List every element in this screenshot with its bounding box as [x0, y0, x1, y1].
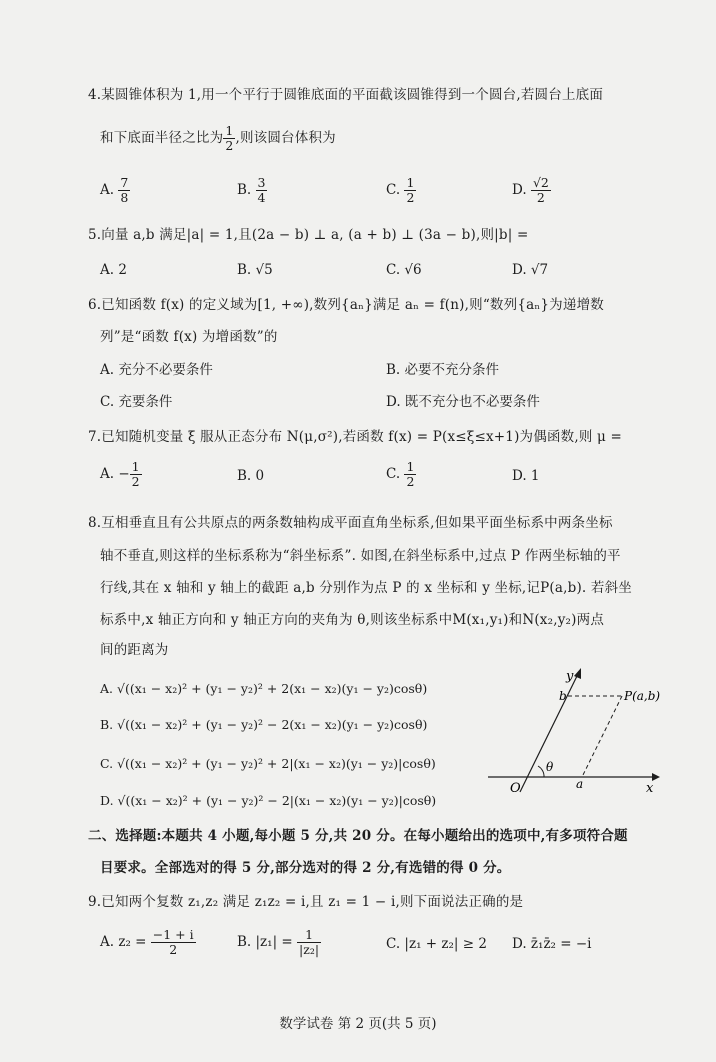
q9-option-d: D. z̄₁z̄₂ = −i: [512, 936, 592, 952]
q6-line2: 列”是“函数 f(x) 为增函数”的: [100, 329, 278, 345]
option-label: B. |z₁| =: [237, 934, 293, 950]
option-den: 2: [536, 190, 545, 205]
origin-label: O: [510, 781, 521, 796]
option-label: A. z₂ =: [100, 934, 147, 950]
q4-line2-pre: 和下底面半径之比为: [100, 130, 224, 146]
option-num: 1: [406, 175, 415, 190]
q7-option-c: [386, 460, 416, 489]
q9-option-c: C. |z₁ + z₂| ≥ 2: [386, 936, 487, 952]
option-label: C.: [386, 466, 401, 482]
option-den: 2: [406, 190, 415, 205]
option-den: 4: [257, 190, 266, 205]
q7-option-b: B. 0: [237, 468, 265, 484]
a-label: a: [576, 777, 584, 791]
option-num: 3: [257, 175, 266, 190]
q8-option-b: B. √((x₁ − x₂)² + (y₁ − y₂)² − 2(x₁ − x₂)(y₁ − y₂)cosθ): [100, 717, 428, 732]
q6-option-b: B. 必要不充分条件: [386, 362, 500, 378]
option-num: √2: [532, 175, 549, 190]
q5-option-c: C. √6: [386, 262, 422, 278]
angle-arc: [538, 766, 544, 777]
option-num: 1: [297, 928, 321, 943]
q4-line1: 4.某圆锥体积为 1,用一个平行于圆锥底面的平面截该圆锥得到一个圆台,若圆台上底面: [88, 87, 604, 103]
q7-option-d: D. 1: [512, 468, 540, 484]
q8-line3: 行线,其在 x 轴和 y 轴上的截距 a,b 分别作为点 P 的 x 坐标和 y 坐标,记P(a,b). 若斜坐: [100, 580, 633, 596]
y-axis: [520, 674, 578, 792]
x-label: x: [646, 781, 654, 796]
q4-ratio-den: 2: [225, 138, 234, 153]
q7-stem: 7.已知随机变量 ξ 服从正态分布 N(μ,σ²),若函数 f(x) = P(x≤ξ≤x+1)为偶函数,则 μ =: [88, 429, 623, 445]
option-den: 2: [169, 942, 178, 957]
section2-line2: 目要求。全部选对的得 5 分,部分选对的得 2 分,有选错的得 0 分。: [100, 860, 511, 876]
q4-option-d: [512, 176, 551, 205]
option-label: D.: [512, 182, 527, 198]
option-num: 1: [131, 459, 140, 474]
option-label: B.: [237, 182, 252, 198]
q8-line2: 轴不垂直,则这样的坐标系称为“斜坐标系”. 如图,在斜坐标系中,过点 P 作两坐标轴的平: [100, 548, 621, 564]
q4-line2-post: ,则该圆台体积为: [235, 130, 336, 146]
q6-option-a: A. 充分不必要条件: [100, 362, 213, 378]
q4-line2: [100, 124, 336, 153]
q9-stem: 9.已知两个复数 z₁,z₂ 满足 z₁z₂ = i,且 z₁ = 1 − i,则下面说法正确的是: [88, 894, 524, 910]
q4-option-a: [100, 176, 130, 205]
q6-option-c: C. 充要条件: [100, 394, 173, 410]
q7-option-a: [100, 460, 142, 489]
q5-option-b: B. √5: [237, 262, 273, 278]
option-label: C.: [386, 182, 401, 198]
option-den: |z₂|: [299, 942, 320, 957]
q4-option-b: [237, 176, 267, 205]
dashed-parallel-y: [582, 696, 622, 777]
q6-option-d: D. 既不充分也不必要条件: [386, 394, 540, 410]
y-axis-arrow: [574, 668, 581, 679]
q5-stem: 5.向量 a,b 满足|a| = 1,且(2a − b) ⊥ a, (a + b) ⊥ (3a − b),则|b| =: [88, 227, 529, 243]
q4-ratio-num: 1: [225, 123, 234, 138]
y-label: y: [566, 669, 574, 684]
option-num: −1 + i: [152, 927, 194, 942]
option-num: 1: [406, 459, 415, 474]
section2-line1: 二、选择题:本题共 4 小题,每小题 5 分,共 20 分。在每小题给出的选项中,有多项符合题: [88, 828, 628, 844]
q8-line1: 8.互相垂直且有公共原点的两条数轴构成平面直角坐标系,但如果平面坐标系中两条坐标: [88, 515, 613, 531]
option-num: 7: [120, 175, 129, 190]
option-label: A. −: [100, 466, 130, 482]
option-den: 2: [406, 474, 415, 489]
q9-option-a: [100, 928, 196, 957]
theta-label: θ: [546, 760, 554, 774]
x-axis-arrow: [652, 773, 660, 781]
oblique-coordinate-figure: [480, 660, 660, 800]
q4-ratio-fraction: [223, 124, 235, 153]
option-label: A.: [100, 182, 115, 198]
page-footer: 数学试卷 第 2 页(共 5 页): [279, 1016, 437, 1032]
q8-option-c: C. √((x₁ − x₂)² + (y₁ − y₂)² + 2|(x₁ − x₂)(y₁ − y₂)|cosθ): [100, 756, 436, 771]
q4-option-c: [386, 176, 416, 205]
q6-line1: 6.已知函数 f(x) 的定义域为[1, +∞),数列{aₙ}满足 aₙ = f(n),则“数列{aₙ}为递增数: [88, 297, 604, 313]
q9-option-b: [237, 928, 321, 957]
option-den: 8: [120, 190, 129, 205]
p-label: P(a,b): [624, 689, 660, 703]
b-label: b: [559, 689, 567, 703]
q8-line4: 标系中,x 轴正方向和 y 轴正方向的夹角为 θ,则该坐标系中M(x₁,y₁)和N(x₂,y₂)两点: [100, 612, 605, 628]
q8-option-a: A. √((x₁ − x₂)² + (y₁ − y₂)² + 2(x₁ − x₂)(y₁ − y₂)cosθ): [100, 681, 428, 696]
q8-line5: 间的距离为: [100, 642, 169, 658]
option-den: 2: [131, 474, 140, 489]
q8-option-d: D. √((x₁ − x₂)² + (y₁ − y₂)² − 2|(x₁ − x₂)(y₁ − y₂)|cosθ): [100, 793, 437, 808]
q5-option-d: D. √7: [512, 262, 549, 278]
q5-option-a: A. 2: [100, 262, 127, 278]
